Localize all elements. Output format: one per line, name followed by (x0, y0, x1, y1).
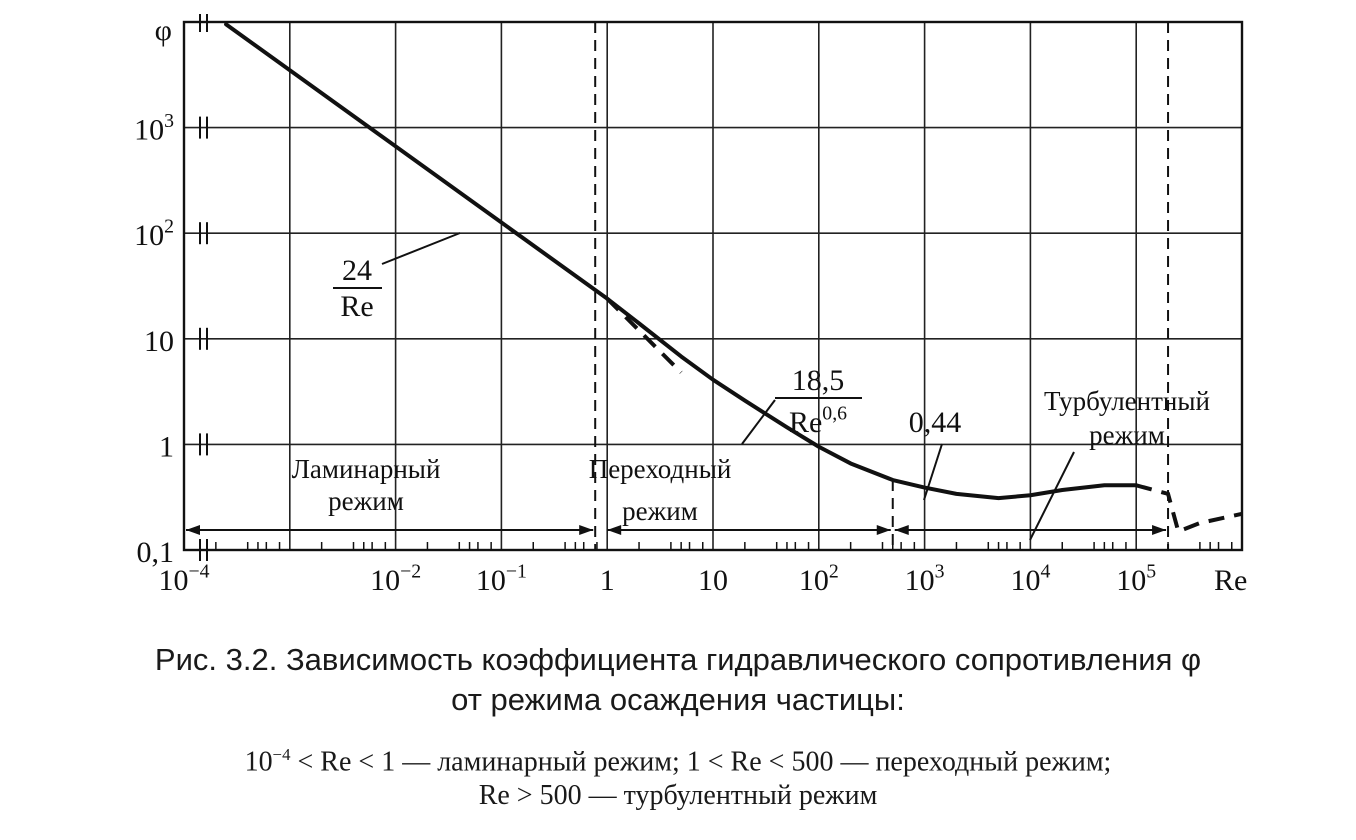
x-tick-label (370, 560, 421, 597)
legend-line-2: Re > 500 — турбулентный режим (478, 780, 878, 812)
x-tick-label-base: 10 (904, 564, 935, 597)
x-tick-label (158, 560, 209, 597)
curve-dashed-extension (1136, 485, 1242, 531)
x-tick-label-base: 1 (599, 564, 615, 597)
regime-arrow-head-right (579, 525, 593, 535)
regime-arrow-head-left (895, 525, 909, 535)
regime-arrow-head-left (607, 525, 621, 535)
x-axis-label: Re (1214, 564, 1248, 597)
annotation-transitional-denominator (789, 402, 847, 439)
regime-arrow-head-left (186, 525, 200, 535)
regime-label-laminar-line2: режим (328, 486, 404, 516)
y-tick-label-base: 10 (144, 324, 174, 358)
curve-dashed-extension (607, 299, 681, 373)
regime-label-turbulent-line2: режим (1089, 420, 1165, 450)
regime-arrow-head-right (877, 525, 891, 535)
regime-label-laminar-line1: Ламинарный (291, 454, 441, 484)
x-tick-label-base: 10 (798, 564, 829, 597)
y-tick-label-base: 0,1 (136, 536, 174, 569)
figure-caption (0, 640, 1356, 720)
legend-text-rest: < Re < 1 — ламинарный режим; 1 < Re < 500 — переходный режим; (290, 746, 1112, 778)
annotation-laminar-numerator: 24 (342, 254, 372, 287)
y-tick-label (134, 110, 174, 147)
x-tick-label (1116, 560, 1156, 597)
annotation-transitional-numerator: 18,5 (791, 364, 845, 397)
x-tick-label-exp: 3 (934, 560, 945, 583)
y-tick-label-exp: 2 (164, 215, 174, 238)
x-tick-label (600, 564, 615, 597)
x-tick-label-exp: 4 (1040, 560, 1051, 583)
x-tick-label-exp: −4 (188, 560, 210, 583)
y-tick-label (134, 216, 174, 253)
y-tick-label-base: 1 (159, 430, 174, 464)
x-tick-label-exp: −1 (505, 560, 527, 583)
regime-legend (0, 738, 1356, 813)
y-tick-label-base: 10 (134, 219, 165, 253)
legend-line-1 (0, 738, 1356, 779)
x-tick-label-base: 10 (475, 564, 506, 597)
x-tick-label-base: 10 (1116, 564, 1147, 597)
caption-line-2: от режима осаждения частицы: (451, 682, 905, 717)
caption-line-1: Рис. 3.2. Зависимость коэффициента гидравлического сопротивления φ (154, 642, 1202, 677)
annotation-transitional-denominator-exp: 0,6 (822, 402, 848, 425)
x-tick-label-base: 10 (698, 564, 728, 597)
regime-arrow-head-right (1152, 525, 1166, 535)
x-tick-label-base: 10 (370, 564, 401, 597)
x-tick-label-base: 10 (158, 564, 189, 597)
annotation-laminar-denominator: Re (340, 290, 374, 323)
x-tick-label-exp: 2 (828, 560, 839, 583)
annotation-turbulent-value: 0,44 (908, 406, 962, 439)
y-axis-label: φ (154, 14, 172, 47)
regime-label-transitional-line1: Переходный (588, 454, 732, 484)
annotation-transitional-leader (742, 400, 775, 444)
y-tick-label-base: 10 (134, 113, 165, 147)
y-tick-label-exp: 3 (164, 110, 174, 132)
x-tick-label (905, 560, 945, 597)
regime-label-transitional-line2: режим (622, 496, 698, 526)
x-tick-label (1010, 560, 1050, 597)
y-tick-label (144, 325, 174, 358)
x-tick-label-exp: 5 (1146, 560, 1157, 583)
x-tick-label (698, 564, 728, 597)
x-tick-label-exp: −2 (400, 560, 422, 583)
y-tick-label (159, 430, 174, 463)
regime-label-turbulent-line1: Турбулентный (1044, 386, 1210, 416)
annotation-laminar-leader (382, 233, 460, 264)
legend-text-exp: −4 (272, 745, 291, 764)
annotation-transitional-denominator-base: Re (788, 406, 823, 439)
legend-text-base: 10 (244, 746, 273, 778)
x-tick-label-base: 10 (1010, 564, 1041, 597)
x-tick-label (476, 560, 527, 597)
x-tick-label (799, 560, 839, 597)
